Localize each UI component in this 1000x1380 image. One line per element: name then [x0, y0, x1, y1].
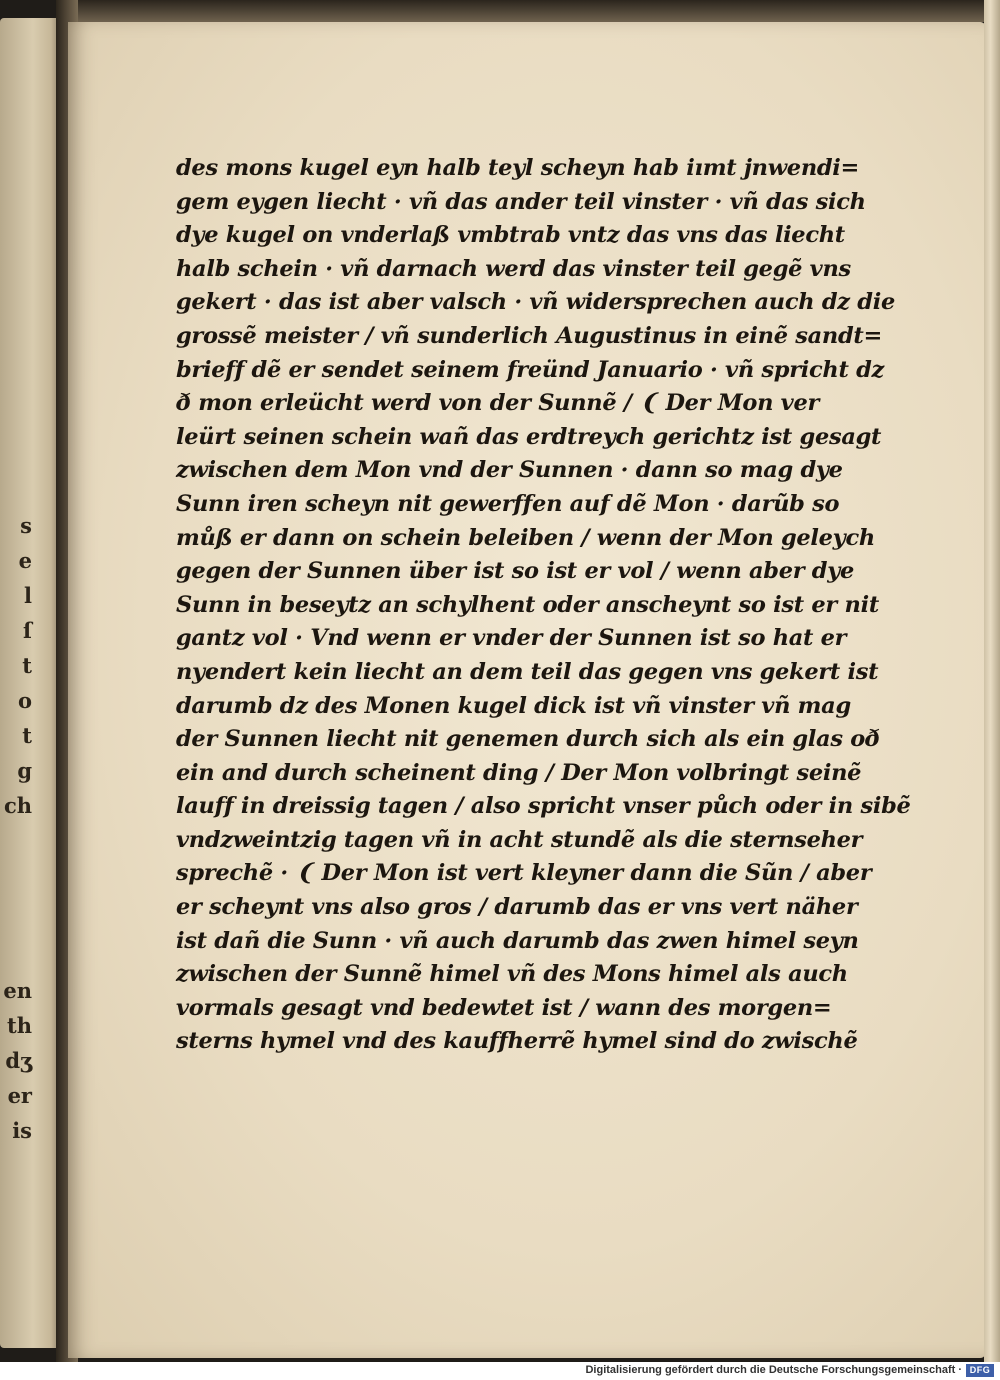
text-line: gekert · das ist aber valsch · vñ widersprechen auch dz die [176, 289, 895, 316]
left-edge-fragment: s [20, 513, 32, 538]
left-edge-fragment: l [24, 583, 32, 608]
text-line: gantz vol · Vnd wenn er vnder der Sunnen ist so hat er [176, 625, 847, 652]
left-edge-fragment: ſ [22, 618, 32, 643]
page-stack-edge [984, 0, 1000, 1362]
text-line: nyendert kein liecht an dem teil das gegen vns gekert ist [176, 658, 879, 685]
footer-bar [0, 1362, 1000, 1380]
left-page-edge-text [2, 508, 32, 1148]
text-line: ist dañ die Sunn · vñ auch darumb das zwen himel seyn [176, 927, 859, 954]
text-line: sprechẽ · ❨ Der Mon ist vert kleyner dann die Sũn / aber [176, 860, 872, 887]
left-edge-fragment: is [12, 1118, 32, 1143]
text-line: vormals gesagt vnd bedewtet ist / wann des morgen= [176, 994, 832, 1021]
left-edge-fragment: dʒ [5, 1048, 32, 1073]
text-line: Sunn iren scheyn nit gewerffen auf dẽ Mon · darũb so [176, 490, 840, 517]
left-edge-fragment: en [3, 978, 32, 1003]
text-line: grossẽ meister / vñ sunderlich Augustinus in einẽ sandt= [176, 322, 883, 349]
text-line: darumb dz des Monen kugel dick ist vñ vinster vñ mag [176, 692, 851, 719]
book-top-edge [68, 0, 1000, 22]
text-line: Sunn in beseytz an schylhent oder anscheynt so ist er nit [176, 591, 879, 618]
dfg-logo: DFG [966, 1364, 994, 1377]
left-edge-fragment: t [22, 653, 32, 678]
text-line: des mons kugel eyn halb teyl scheyn hab iımt jnwendi= [176, 155, 860, 181]
text-line: er scheynt vns also gros / darumb das er vns vert näher [176, 894, 858, 921]
text-line: gem eygen liecht · vñ das ander teil vinster · vñ das sich [176, 188, 866, 215]
text-line: dye kugel on vnderlaß vmbtrab vntz das vns das liecht [176, 222, 845, 249]
text-line: der Sunnen liecht nit genemen durch sich als ein glas oð [176, 726, 880, 753]
left-facing-page [0, 18, 60, 1348]
left-edge-fragment: t [22, 723, 32, 748]
left-edge-gap [2, 823, 32, 973]
text-line: zwischen der Sunnẽ himel vñ des Mons himel als auch [176, 961, 848, 988]
left-edge-fragment: o [17, 688, 32, 713]
left-edge-fragment: e [18, 548, 32, 573]
text-line: gegen der Sunnen über ist so ist er vol / wenn aber dye [176, 558, 855, 585]
text-line: halb schein · vñ darnach werd das vinster teil gegẽ vns [176, 255, 851, 282]
left-edge-fragment: th [7, 1013, 32, 1038]
text-line: brieff dẽ er sendet seinem freünd Januario · vñ spricht dz [176, 356, 885, 383]
text-line: sterns hymel vnd des kauffherrẽ hymel sind do zwischẽ [176, 1028, 858, 1055]
text-line: ein and durch scheinent ding / Der Mon volbringt seinẽ [176, 759, 862, 786]
left-edge-fragment: g [17, 758, 32, 783]
text-line: zwischen dem Mon vnd der Sunnen · dann so mag dye [176, 457, 843, 484]
text-line: lauff in dreissig tagen / also spricht vnser půch oder in sibẽ [176, 793, 911, 820]
text-line: vndzweintzig tagen vñ in acht stundẽ als die sternseher [176, 826, 863, 853]
left-edge-fragment: er [7, 1083, 32, 1108]
text-line: leürt seinen schein wañ das erdtreych gerichtz ist gesagt [176, 423, 882, 450]
funding-credit: Digitalisierung gefördert durch die Deutsche Forschungsgemeinschaft · [585, 1364, 962, 1376]
text-line: můß er dann on schein beleiben / wenn der Mon geleych [176, 524, 875, 551]
text-line: ð mon erleücht werd von der Sunnẽ / ❨ Der Mon ver [176, 390, 820, 417]
main-text-block [176, 152, 911, 1059]
left-edge-fragment: ch [3, 793, 32, 818]
